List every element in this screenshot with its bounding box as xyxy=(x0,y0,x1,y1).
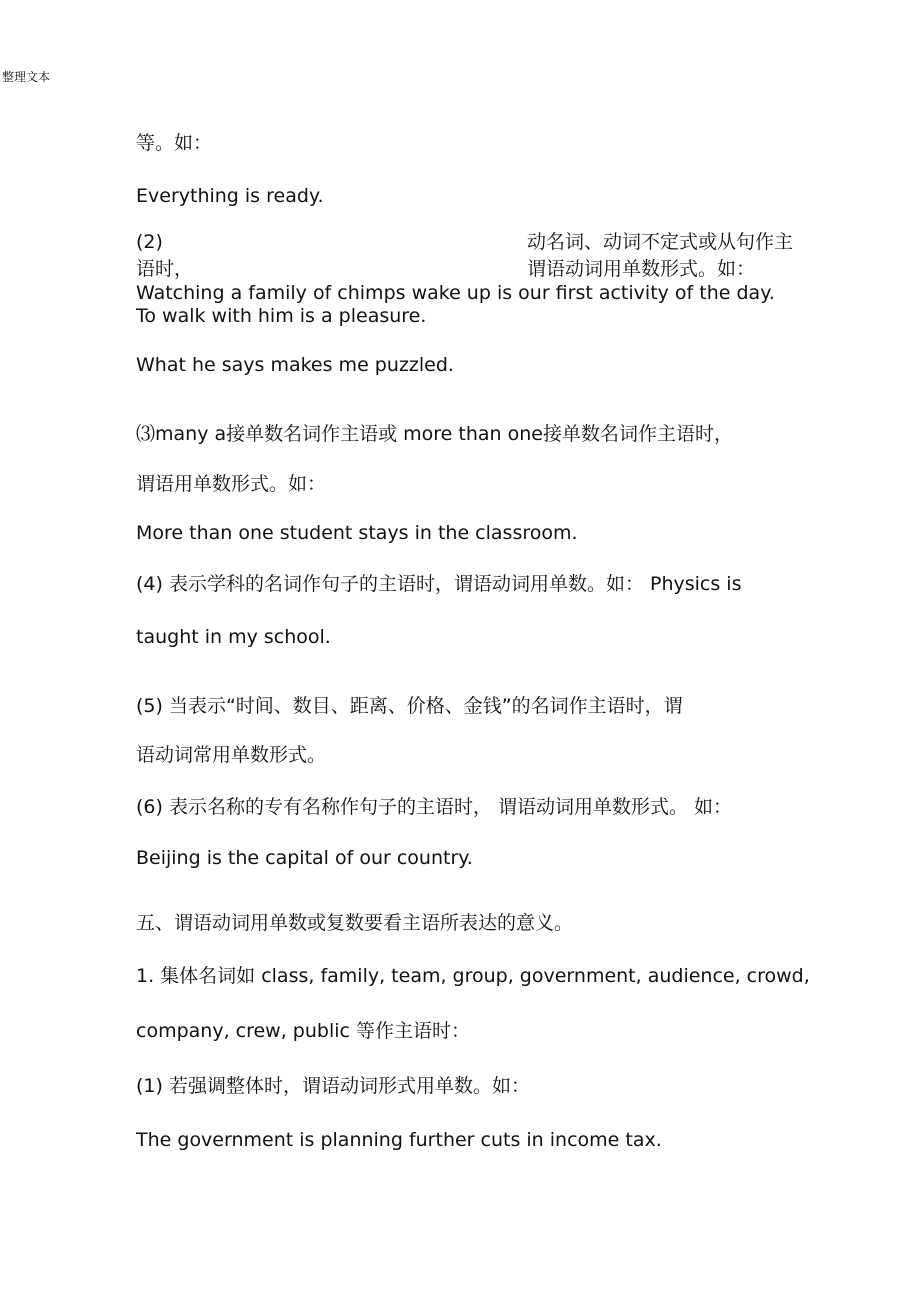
rule-line: (1) 若强调整体时，谓语动词形式用单数。如： xyxy=(136,1075,530,1097)
rule-line: 1. 集体名词如 class, family, team, group, government, audience, crowd, xyxy=(136,965,810,987)
example-sentence: What he says makes me puzzled. xyxy=(136,354,454,376)
text-line: 等。如： xyxy=(136,132,213,154)
example-sentence: Beijing is the capital of our country. xyxy=(136,847,473,869)
example-sentence: To walk with him is a pleasure. xyxy=(136,305,427,327)
example-sentence: Watching a family of chimps wake up is our first activity of the day. xyxy=(136,282,775,304)
example-sentence: Everything is ready. xyxy=(136,185,324,207)
text-line: 谓语用单数形式。如： xyxy=(136,473,327,495)
text-line: 语时， xyxy=(136,258,194,280)
section-heading: 五、谓语动词用单数或复数要看主语所表达的意义。 xyxy=(136,912,574,934)
example-sentence: taught in my school. xyxy=(136,626,331,648)
text-line: company, crew, public 等作主语时： xyxy=(136,1020,471,1042)
rule-line: (4) 表示学科的名词作句子的主语时，谓语动词用单数。如： Physics is xyxy=(136,573,742,595)
header-tag: 整理文本 xyxy=(2,70,51,84)
text-line: 语动词常用单数形式。 xyxy=(136,744,327,766)
text-line: 动名词、动词不定式或从句作主 xyxy=(527,231,794,253)
rule-line: (5) 当表示“时间、数目、距离、价格、金钱”的名词作主语时，谓 xyxy=(136,695,683,717)
example-sentence: More than one student stays in the classroom. xyxy=(136,522,578,544)
rule-line: (6) 表示名称的专有名称作句子的主语时， 谓语动词用单数形式。 如： xyxy=(136,796,733,818)
rule-line: ⑶many a接单数名词作主语或 more than one接单数名词作主语时， xyxy=(136,423,733,445)
example-sentence: The government is planning further cuts in income tax. xyxy=(136,1129,662,1151)
rule-number: (2) xyxy=(136,231,163,253)
text-line: 谓语动词用单数形式。如： xyxy=(527,258,756,280)
